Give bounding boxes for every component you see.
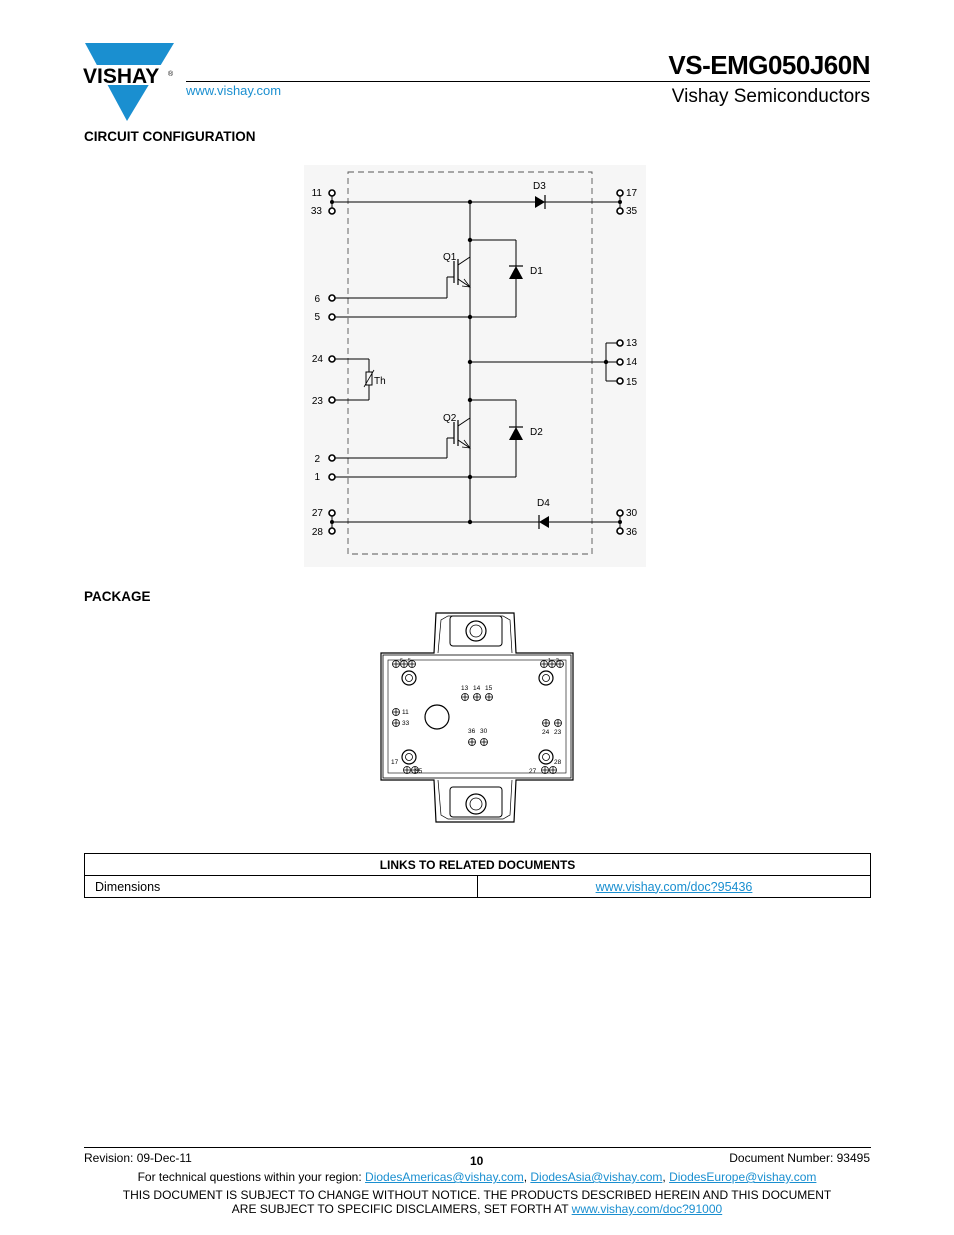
pkg-pin-label: 2 [556, 658, 559, 664]
pin-label: 6 [314, 294, 320, 305]
header-rule [186, 81, 870, 82]
pin-label: 28 [311, 527, 323, 538]
pkg-pin-label: 17 [391, 759, 399, 766]
pin-label: 27 [311, 508, 323, 519]
pkg-pin-label: 28 [554, 759, 562, 766]
component-label: D4 [537, 498, 550, 509]
component-label: Q1 [443, 252, 457, 263]
pin-label: 14 [626, 357, 638, 368]
page-number: 10 [470, 1154, 484, 1168]
part-number-title: VS-EMG050J60N [668, 50, 870, 80]
pkg-pin-label: 5 [408, 658, 411, 664]
pin-label: 36 [626, 527, 638, 538]
pkg-pin-label: 24 [542, 729, 550, 736]
pkg-pin-label: 1 [548, 658, 551, 664]
pin-label: 23 [311, 396, 323, 407]
website-link[interactable]: www.vishay.com [186, 83, 282, 98]
pkg-pin-label: 14 [473, 685, 481, 692]
pkg-pin-label: 30 [480, 728, 488, 735]
section-title-package: PACKAGE [84, 589, 151, 604]
pkg-pin-label: 23 [554, 729, 562, 736]
table-title: LINKS TO RELATED DOCUMENTS [85, 854, 871, 876]
svg-text:®: ® [168, 71, 174, 78]
component-label: D2 [530, 427, 543, 438]
revision-text: Revision: 09-Dec-11 [84, 1151, 192, 1165]
company-name: Vishay Semiconductors [671, 86, 870, 107]
document-number: Document Number: 93495 [729, 1151, 870, 1165]
pkg-pin-label: 13 [461, 685, 469, 692]
pin-label: 2 [314, 454, 320, 465]
pin-label: 33 [310, 206, 322, 217]
pkg-pin-label: 33 [402, 720, 410, 727]
pkg-pin-label: 15 [485, 685, 493, 692]
left-terminal-pins [329, 190, 335, 534]
email-americas-link[interactable]: DiodesAmericas@vishay.com [365, 1170, 524, 1184]
pin-label: 1 [314, 472, 320, 483]
pin-label: 13 [626, 338, 638, 349]
disclaimer-link[interactable]: www.vishay.com/doc?91000 [571, 1202, 723, 1216]
disclaimer-line-1: THIS DOCUMENT IS SUBJECT TO CHANGE WITHOUT NOTICE. THE PRODUCTS DESCRIBED HEREIN AND THIS DOCUMENT [122, 1188, 832, 1202]
email-europe-link[interactable]: DiodesEurope@vishay.com [669, 1170, 817, 1184]
component-label: Q2 [443, 413, 457, 424]
vishay-logo [82, 43, 177, 121]
dimensions-link[interactable]: www.vishay.com/doc?95436 [595, 879, 753, 894]
pkg-pin-label: 36 [468, 728, 476, 735]
disclaimer-line-2: ARE SUBJECT TO SPECIFIC DISCLAIMERS, SET FORTH AT www.vishay.com/doc?91000 [231, 1202, 723, 1216]
section-title-circuit: CIRCUIT CONFIGURATION [84, 129, 256, 144]
email-asia-link[interactable]: DiodesAsia@vishay.com [530, 1170, 663, 1184]
contact-line: For technical questions within your region: DiodesAmericas@vishay.com, DiodesAsia@vishay.com, DiodesEurope@vishay.com [137, 1170, 817, 1184]
pin-label: 35 [626, 206, 638, 217]
package-drawing [378, 610, 578, 825]
pkg-pin-label: 6 [400, 658, 403, 664]
circuit-schematic [304, 165, 646, 567]
pkg-pin-label: 27 [529, 768, 537, 775]
pin-label: 5 [314, 312, 320, 323]
pin-label: 24 [311, 354, 323, 365]
related-documents-table [84, 853, 871, 898]
table-row [85, 876, 871, 898]
component-label: D1 [530, 266, 543, 277]
pkg-pin-label: 35 [415, 768, 423, 775]
component-label: D3 [533, 181, 546, 192]
pkg-pin-label: 11 [402, 709, 409, 716]
pin-label: 17 [626, 188, 638, 199]
brand-text: VISHAY [83, 65, 160, 88]
component-label: Th [374, 376, 386, 387]
footer-rule [84, 1147, 871, 1148]
right-terminal-pins [617, 190, 623, 534]
dimensions-label: Dimensions [85, 876, 478, 898]
pin-label: 30 [626, 508, 638, 519]
pin-label: 15 [626, 377, 638, 388]
pin-label: 11 [311, 188, 322, 199]
